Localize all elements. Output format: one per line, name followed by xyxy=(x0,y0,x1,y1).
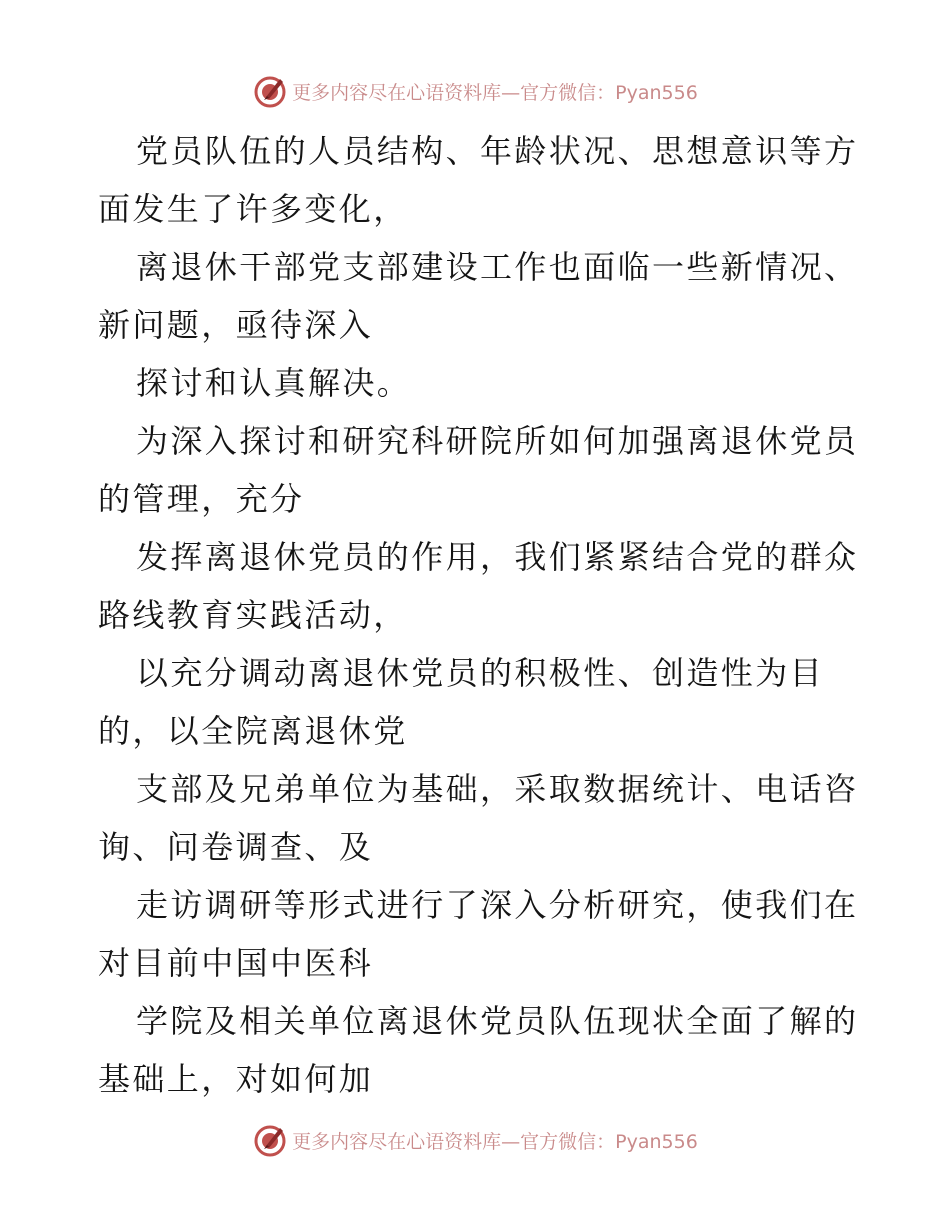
footer-banner xyxy=(0,1120,950,1160)
text-line: 党员队伍的人员结构、年龄状况、思想意识等方 xyxy=(136,132,859,170)
text-line: 走访调研等形式进行了深入分析研究，使我们在 xyxy=(136,886,859,924)
text-line: 发挥离退休党员的作用，我们紧紧结合党的群众 xyxy=(136,538,859,576)
text-line: 的管理，充分 xyxy=(98,480,305,518)
text-line: 询、问卷调查、及 xyxy=(98,828,374,866)
text-line: 支部及兄弟单位为基础，采取数据统计、电话咨 xyxy=(136,770,859,808)
footer-banner-text: 更多内容尽在心语资料库—官方微信：Pyan556 xyxy=(292,1130,698,1153)
text-line: 学院及相关单位离退休党员队伍现状全面了解的 xyxy=(136,1002,859,1040)
text-line: 的，以全院离退休党 xyxy=(98,712,408,750)
text-line: 为深入探讨和研究科研院所如何加强离退休党员 xyxy=(136,422,859,460)
quill-pen-icon xyxy=(252,1122,288,1158)
text-line: 面发生了许多变化， xyxy=(98,190,408,228)
text-line: 探讨和认真解决。 xyxy=(136,364,412,402)
text-line: 基础上，对如何加 xyxy=(98,1060,374,1098)
header-banner-text: 更多内容尽在心语资料库—官方微信：Pyan556 xyxy=(292,81,698,104)
text-line: 路线教育实践活动， xyxy=(98,596,408,634)
footer-wechat-handle: Pyan556 xyxy=(615,1130,698,1153)
article-body xyxy=(98,122,858,1108)
text-line: 离退休干部党支部建设工作也面临一些新情况、 xyxy=(136,248,859,286)
header-wechat-handle: Pyan556 xyxy=(615,81,698,104)
header-banner xyxy=(0,71,950,111)
text-line: 对目前中国中医科 xyxy=(98,944,374,982)
text-line: 新问题，亟待深入 xyxy=(98,306,374,344)
text-line: 以充分调动离退休党员的积极性、创造性为目 xyxy=(136,654,825,692)
quill-pen-icon xyxy=(252,73,288,109)
